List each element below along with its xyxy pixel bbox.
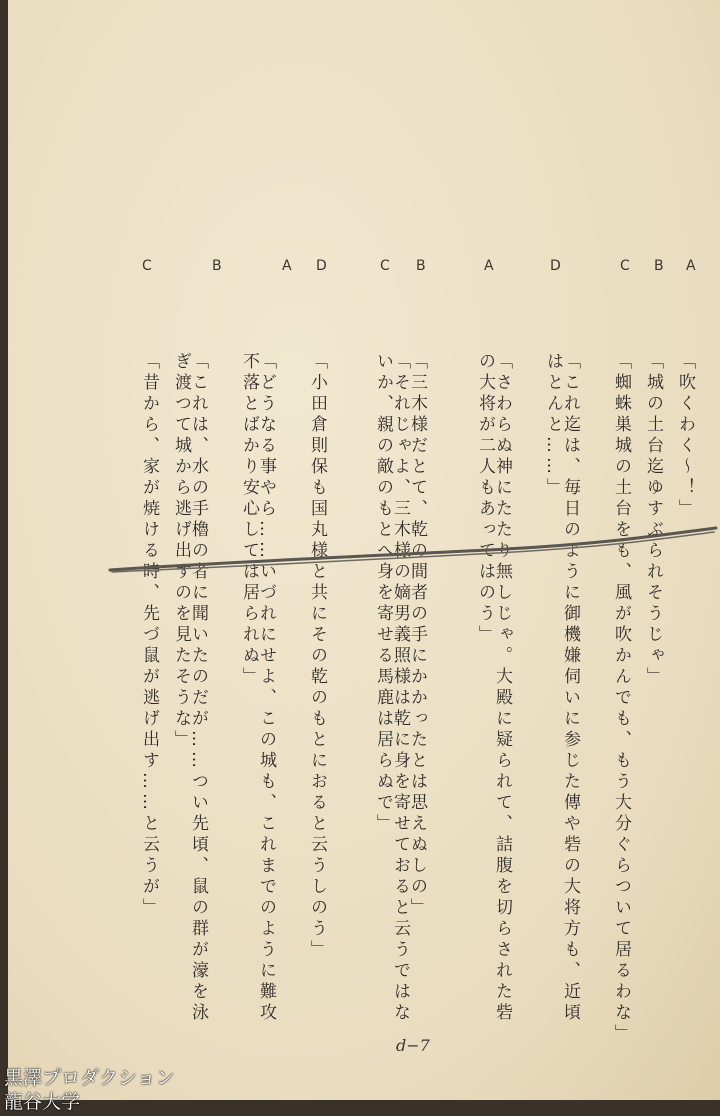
speaker-label: A [484,258,494,274]
dialogue-line: 「三木様だとて、乾の間者の手にかかったとは思えぬしの」 [407,352,427,919]
page-number: d−7 [396,1036,430,1055]
dialogue-line: 「これは、水の手櫓の者に聞いたのだが……つい先頃、鼠の群が濠を泳ぎ渡つて城から逃げ出すのを見たそうな」 [171,352,208,1024]
dialogue-line: 「城の土台迄ゆすぶられそうじゃ」 [643,352,663,688]
pencil-strike-mark [108,520,720,590]
dialogue-line: 「それじゃよ、三木様の嫡男義照様は乾に身を寄せておると云うではないか、親の敵のもとへ身を寄せる馬鹿は居らぬで」 [373,352,410,1024]
dialogue-line: 「吹くわく〜！」 [675,352,695,520]
dialogue-line: 「昔から、家が焼ける時、先づ鼠が逃げ出す……と云うが」 [139,352,159,919]
dialogue-line: 「さわらぬ神にたたり無しじゃ。大殿に疑られて、詰腹を切らされた砦の大将が二人もあってはのう」 [475,352,512,1024]
watermark-line: 黒澤プロダクション [4,1067,175,1089]
dialogue-line: 「蜘蛛巣城の土台をも、風が吹かんでも、もう大分ぐらついて居るわな」 [611,352,631,1045]
speaker-label: D [550,258,561,274]
speaker-label: C [380,258,390,274]
watermark [4,1066,175,1114]
speaker-label: C [142,258,152,274]
speaker-label: B [416,258,426,274]
dialogue-line: 「これ迄は、毎日のように御機嫌伺いに参じた傳や砦の大将方も、近頃はとんと……」 [543,352,580,1024]
watermark-line: 龍谷大学 [4,1091,81,1113]
speaker-label: B [654,258,664,274]
manuscript-page [8,0,720,1100]
dialogue-line: 「どうなる事やら……いづれにせよ、この城も、これまでのように難攻不落とばかり安心しては居られぬ」 [239,352,276,1024]
speaker-label: C [620,258,630,274]
speaker-label: B [212,258,222,274]
dialogue-line: 「小田倉則保も国丸様と共にその乾のもとにおると云うしのう」 [307,352,327,961]
speaker-label: D [316,258,327,274]
speaker-label: A [686,258,696,274]
speaker-label: A [282,258,292,274]
